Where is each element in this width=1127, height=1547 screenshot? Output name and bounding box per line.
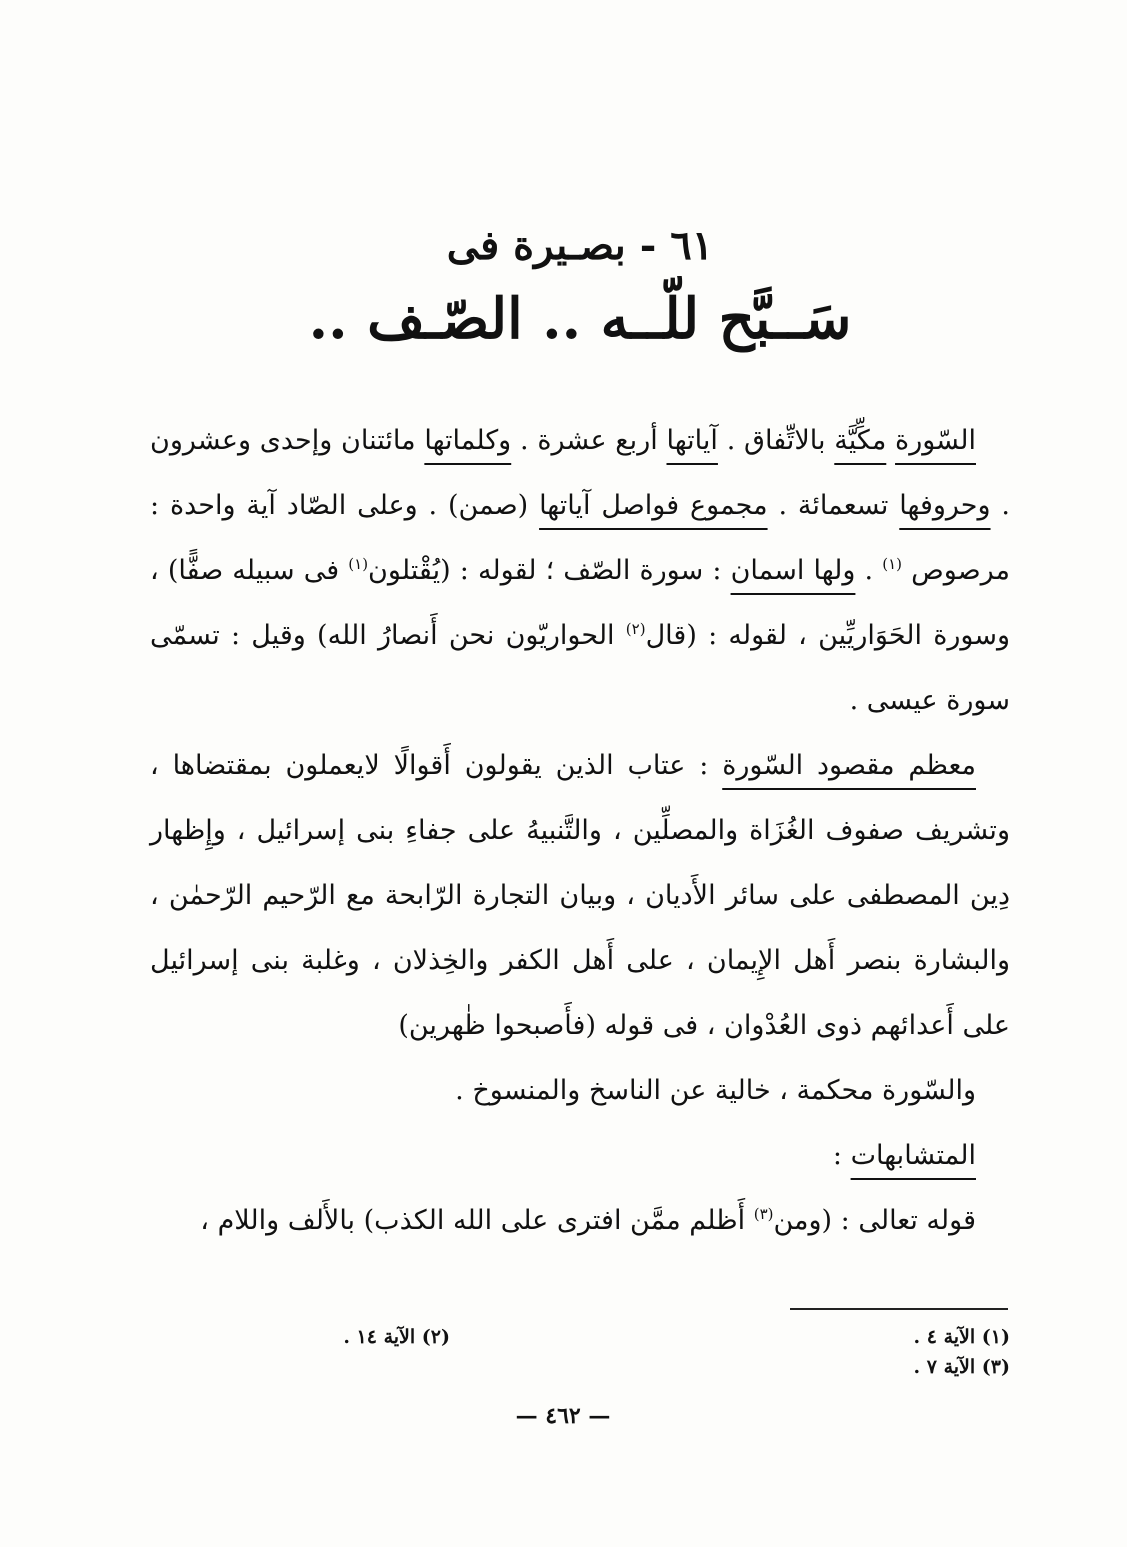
text-run: أربع عشرة . <box>511 425 667 456</box>
footnote-marker: (٣) <box>753 1205 774 1223</box>
footnote-3: (٣) الآية ٧ . <box>913 1356 1010 1378</box>
underlined-keyword: معظم مقصود السّورة <box>722 750 976 781</box>
underlined-keyword: مكِّيَّة <box>834 425 887 456</box>
paragraph <box>150 1123 1010 1188</box>
chapter-number-heading: ٦١ - بصـيرة فى <box>446 222 714 269</box>
underlined-keyword: ولها اسمان <box>730 555 856 586</box>
footnote-marker: (١) <box>882 555 903 573</box>
footnote-marker: (١) <box>348 555 369 573</box>
footnote-marker: (٢) <box>625 620 646 638</box>
page-number: — ٤٦٢ — <box>515 1403 611 1429</box>
footnote-separator <box>790 1308 1008 1310</box>
underlined-keyword: آياتها <box>666 425 718 456</box>
underlined-keyword: وكلماتها <box>424 425 512 456</box>
paragraph <box>150 1058 1010 1123</box>
text-run: بالاتِّفاق . <box>717 425 835 456</box>
footnote-1: (١) الآية ٤ . <box>913 1326 1010 1348</box>
text-run: : <box>832 1140 851 1171</box>
text-run: (صمن) . وعلى الصّاد آية واحدة : مرصوص <box>150 490 1011 586</box>
footnotes <box>150 1322 1010 1382</box>
text-run: والسّورة محكمة ، خالية عن الناسخ والمنسوخ . <box>455 1075 976 1106</box>
footnote-row <box>150 1352 1010 1382</box>
text-run <box>886 425 895 456</box>
paragraph <box>150 1188 1010 1253</box>
text-run: تسعمائة . <box>767 490 900 521</box>
paragraph <box>150 733 1010 1058</box>
text-run: أَظلم ممَّن افترى على الله الكذب) بالأَلف واللام ، <box>200 1205 754 1236</box>
text-run: : عتاب الذين يقولون أَقوالًا لايعملون بمقتضاها ، وتشريف صفوف الغُزَاة والمصلِّين ، والتَّنبيهُ على جفاءِ بنى إسرائيل ، وإِظهار دِين المصطفى على سائر الأَديان ، وبيان التجارة الرّابحة مع الرّحيم الرّحمٰن ، والبشارة بنصر أَهل الإِيمان ، على أَهل الكفر والخِذلان ، وغلبة بنى إسرائيل على أَعدائهم ذوى العُدْوان ، فى قوله (فأَصبحوا ظٰهرين) <box>150 750 1010 1041</box>
footnote-2: (٢) الآية ١٤ . <box>343 1326 450 1348</box>
text-run: : سورة الصّف ؛ لقوله : (يُقْتلون <box>368 555 731 586</box>
underlined-keyword: المتشابهات <box>850 1140 976 1171</box>
chapter-title-heading: سَــبَّح للّــه .. الصّـف .. <box>308 286 852 352</box>
text-run: . <box>855 555 883 586</box>
underlined-keyword: وحروفها <box>899 490 991 521</box>
underlined-keyword: السّورة <box>895 425 976 456</box>
footnote-row <box>150 1322 1010 1352</box>
text-run: مائتنان وإحدى وعشرون . <box>150 425 1011 521</box>
paragraph <box>150 408 1010 733</box>
text-run: فى سبيله صفًّا) ، وسورة الحَوَاريِّين ، لقوله : (قال <box>150 555 1011 651</box>
underlined-keyword: مجموع فواصل آياتها <box>539 490 768 521</box>
body-text <box>150 408 1010 1253</box>
text-run: قوله تعالى : (ومن <box>773 1205 976 1236</box>
text-run: الحواريّون نحن أَنصارُ الله) وقيل : تسمّى سورة عيسى . <box>150 620 1010 716</box>
